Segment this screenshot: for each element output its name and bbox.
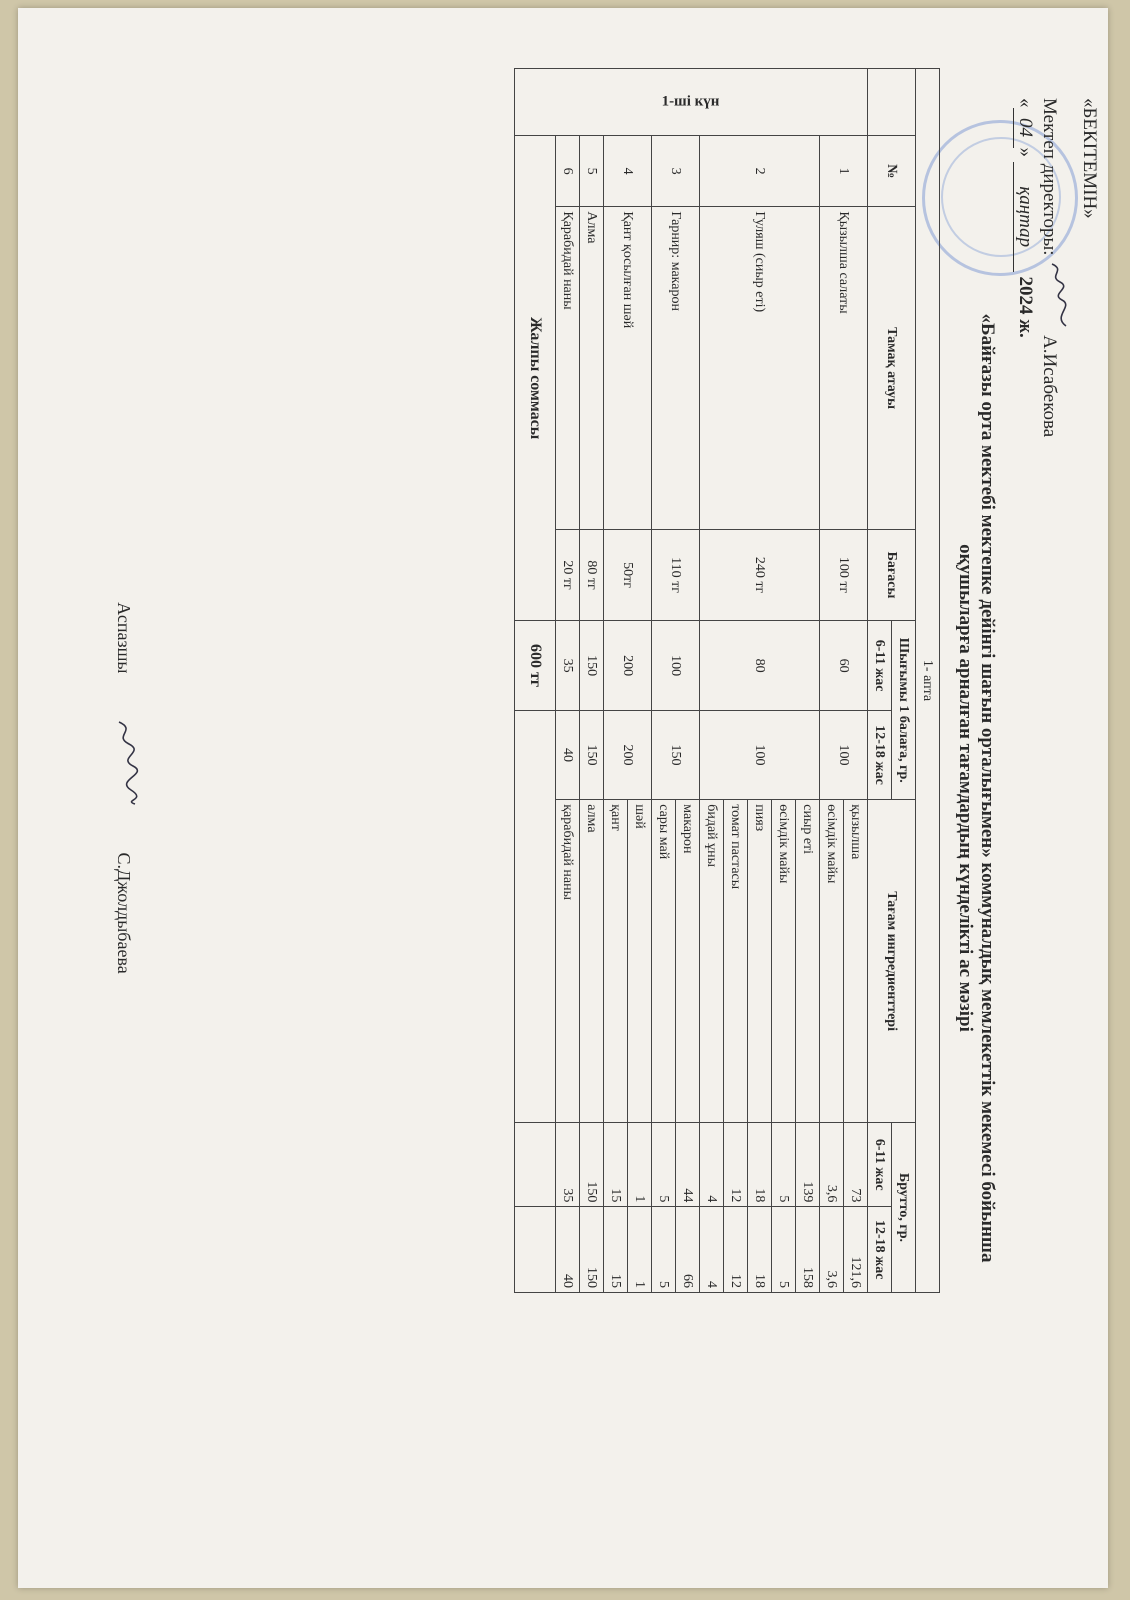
dish-yield-b: 40 [556,710,580,799]
week-label: 1- апта [916,69,940,1293]
dish-no: 2 [700,135,820,206]
header-yield-age-a: 6-11 жас [868,621,892,710]
ingredient-name: өсімдік майы [772,800,796,1123]
total-row [515,69,556,1293]
ingredient-name: шәй [628,800,652,1123]
date-month: қаңтар [1013,162,1036,272]
day-label [515,69,868,136]
dish-yield-b: 200 [604,710,652,799]
menu-table [514,68,940,1293]
dish-yield-a: 35 [556,621,580,710]
dish-no: 3 [652,135,700,206]
header-gross-age-b: 12-18 жас [868,1207,892,1293]
table-row [556,69,580,1293]
footer-signature [104,8,143,1568]
ingredient-name: бидай ұны [700,800,724,1123]
dish-price: 110 тг [652,529,700,621]
dish-yield-a: 60 [820,621,868,710]
cook-signature [104,718,143,808]
gross-b: 5 [652,1207,676,1293]
document-title [954,8,998,1568]
ingredient-name: сары май [652,800,676,1123]
gross-b: 5 [772,1207,796,1293]
ingredient-name: сиыр еті [796,800,820,1123]
ingredient-name: алма [580,800,604,1123]
dish-no: 5 [580,135,604,206]
total-label: Жалпы соммасы [515,135,556,620]
table-row [580,69,604,1293]
title-line-2: оқушыларға арналған тағамдардың күнделікті ас мәзірі [955,544,976,1032]
ingredient-name: макарон [676,800,700,1123]
dish-name: Алма [580,207,604,529]
gross-b: 12 [724,1207,748,1293]
dish-name: Гуляш (сиыр еті) [700,207,820,529]
gross-a: 18 [748,1122,772,1206]
dish-price: 80 тг [580,529,604,621]
ingredient-name: қызылша [844,800,868,1123]
gross-b: 158 [796,1207,820,1293]
header-gross-age-a: 6-11 жас [868,1122,892,1206]
gross-a: 3,6 [820,1122,844,1206]
director-signature [1039,260,1070,330]
dish-yield-b: 150 [580,710,604,799]
dish-yield-a: 200 [604,621,652,710]
dish-price: 50тг [604,529,652,621]
dish-name: Қызылша салаты [820,207,868,529]
dish-yield-a: 80 [700,621,820,710]
header-yield: Шығымы 1 балаға, гр. [892,621,916,800]
header-ingredients: Тағам ингредиенттері [868,800,916,1123]
approval-header: «БЕКІТЕМІН» [1079,98,1100,219]
dish-yield-a: 150 [580,621,604,710]
director-name: А.Исабекова [1039,335,1060,438]
dish-yield-a: 100 [652,621,700,710]
total-empty-yield [515,710,556,1122]
dish-yield-b: 100 [820,710,868,799]
day-label-text: 1-ші күн [662,93,720,110]
header-gross: Брутто, гр. [892,1122,916,1292]
table-row [796,69,820,1293]
dish-name: Қарабидай наны [556,207,580,529]
header-no: № [868,135,916,206]
header-name: Тамақ атауы [868,207,916,529]
header-row-1 [892,69,916,1293]
total-empty-ingredients [515,1122,556,1206]
header-price: Бағасы [868,529,916,621]
dish-no: 4 [604,135,652,206]
date-day: 04 [1013,108,1036,148]
dish-no: 6 [556,135,580,206]
table-row [844,69,868,1293]
dish-price: 100 тг [820,529,868,621]
gross-b: 66 [676,1207,700,1293]
table-row [676,69,700,1293]
gross-b: 40 [556,1207,580,1293]
paper-sheet [18,8,1108,1588]
gross-a: 150 [580,1122,604,1206]
date-year: 2024 ж. [1015,276,1036,338]
cook-name: С.Джолдыбаева [114,852,134,974]
dish-yield-b: 100 [700,710,820,799]
dish-price: 240 тг [700,529,820,621]
week-row [916,69,940,1293]
gross-a: 35 [556,1122,580,1206]
cook-label: Аспазшы [114,602,134,674]
table-row [628,69,652,1293]
title-line-1: «Байғазы орта мектебі мектепке дейінгі шағын орталығымен» коммуналдық мемлекеттік мекемесі бойынша [977,313,998,1263]
gross-a: 12 [724,1122,748,1206]
gross-b: 15 [604,1207,628,1293]
gross-b: 121,6 [844,1207,868,1293]
header-blank [868,69,916,136]
header-yield-age-b: 12-18 жас [868,710,892,799]
director-label: Мектеп директоры: [1039,98,1060,256]
gross-a: 1 [628,1122,652,1206]
gross-a: 139 [796,1122,820,1206]
approval-date: «04» қаңтар 2024 ж. [1015,98,1036,338]
gross-b: 3,6 [820,1207,844,1293]
ingredient-name: қарабидай наны [556,800,580,1123]
gross-b: 1 [628,1207,652,1293]
dish-yield-b: 150 [652,710,700,799]
ingredient-name: пияз [748,800,772,1123]
gross-a: 5 [772,1122,796,1206]
dish-name: Гарнир: макарон [652,207,700,529]
dish-price: 20 тг [556,529,580,621]
gross-a: 73 [844,1122,868,1206]
director-line [1038,98,1070,437]
gross-a: 5 [652,1122,676,1206]
ingredient-name: өсімдік майы [820,800,844,1123]
dish-name: Қант қосылған шәй [604,207,652,529]
gross-a: 44 [676,1122,700,1206]
ingredient-name: қант [604,800,628,1123]
gross-a: 4 [700,1122,724,1206]
gross-a: 15 [604,1122,628,1206]
total-value: 600 тг [515,621,556,710]
gross-b: 4 [700,1207,724,1293]
gross-b: 18 [748,1207,772,1293]
document-rotated [18,8,1108,1568]
dish-no: 1 [820,135,868,206]
ingredient-name: томат пастасы [724,800,748,1123]
total-empty-gross [515,1207,556,1293]
gross-b: 150 [580,1207,604,1293]
